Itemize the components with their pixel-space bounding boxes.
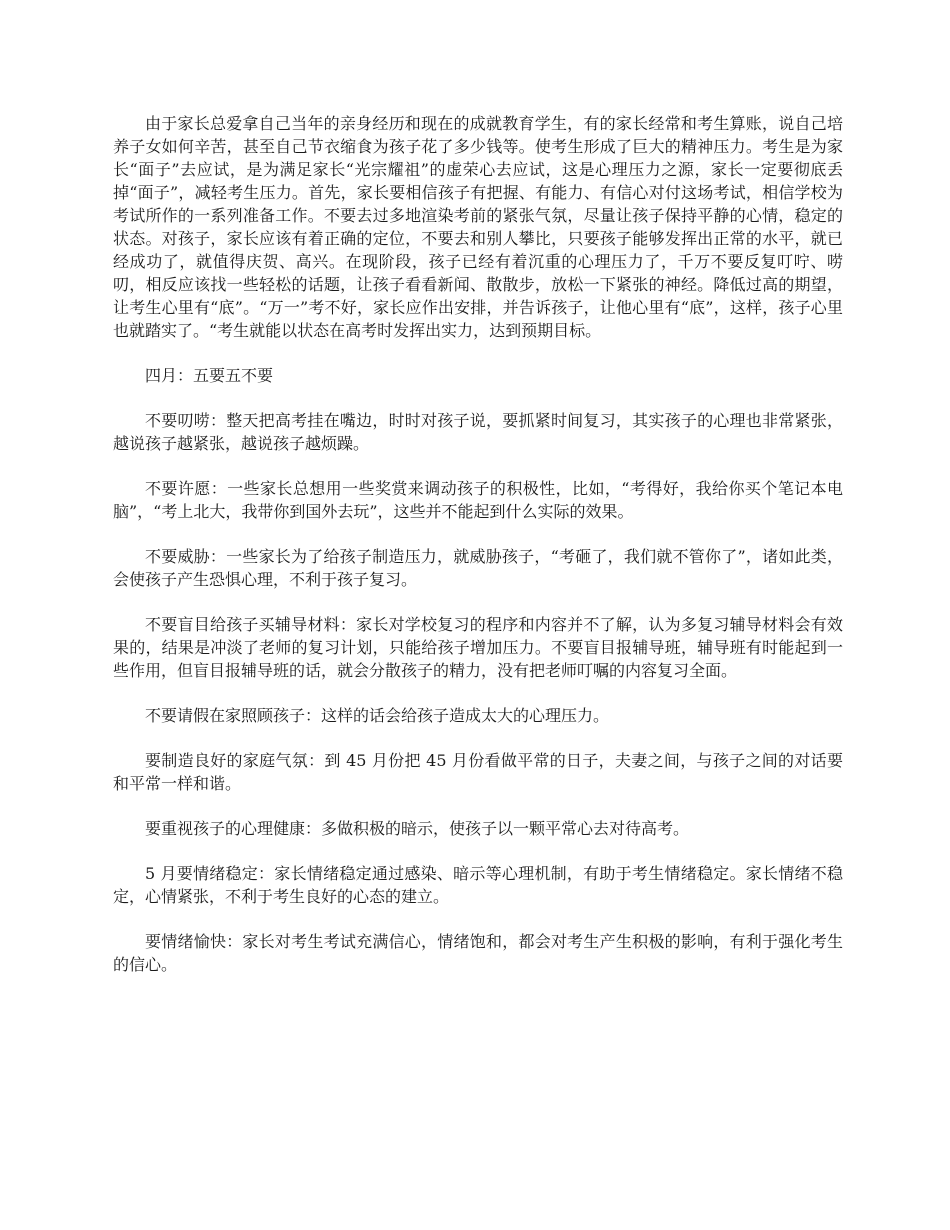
list-item-paragraph: 5 月要情绪稳定：家长情绪稳定通过感染、暗示等心理机制，有助于考生情绪稳定。家长情绪不稳定，心情紧张，不利于考生良好的心态的建立。: [113, 864, 843, 906]
intro-paragraph: 由于家长总爱拿自己当年的亲身经历和现在的成就教育学生，有的家长经常和考生算账，说自己培养子女如何辛苦，甚至自己节衣缩食为孩子花了多少钱等。使考生形成了巨大的精神压力。考生是为家长“面子”去应试，是为满足家长“光宗耀祖”的虚荣心去应试，这是心理压力之源，家长一定要彻底丢掉“面子”，减轻考生压力。首先，家长要相信孩子有把握、有能力、有信心对付这场考试，相信学校为考试所作的一系列准备工作。不要去过多地渲染考前的紧张气氛，尽量让孩子保持平静的心情，稳定的状态。对孩子，家长应该有着正确的定位，不要去和别人攀比，只要孩子能够发挥出正常的水平，就已经成功了，就值得庆贺、高兴。在现阶段，孩子已经有着沉重的心理压力了，千万不要反复叮咛、唠叨，相反应该找一些轻松的话题，让孩子看看新闻、散散步，放松一下紧张的神经。降低过高的期望，让考生心里有“底”。“万一”考不好，家长应作出安排，并告诉孩子，让他心里有“底”，这样，孩子心里也就踏实了。“考生就能以状态在高考时发挥出实力，达到预期目标。: [113, 114, 843, 340]
list-item-paragraph: 不要请假在家照顾孩子：这样的话会给孩子造成太大的心理压力。: [145, 706, 610, 725]
list-item-paragraph: 要情绪愉快：家长对考生考试充满信心，情绪饱和，都会对考生产生积极的影响，有利于强化考生的信心。: [113, 932, 843, 974]
list-item-paragraph: 要制造良好的家庭气氛：到 45 月份把 45 月份看做平常的日子，夫妻之间，与孩子之间的对话要和平常一样和谐。: [113, 751, 843, 793]
list-item-paragraph: 不要盲目给孩子买辅导材料：家长对学校复习的程序和内容并不了解，认为多复习辅导材料会有效果的，结果是冲淡了老师的复习计划，只能给孩子增加压力。不要盲目报辅导班，辅导班有时能起到一些作用，但盲目报辅导班的话，就会分散孩子的精力，没有把老师叮嘱的内容复习全面。: [113, 615, 843, 680]
list-item-paragraph: 不要叨唠：整天把高考挂在嘴边，时时对孩子说，要抓紧时间复习，其实孩子的心理也非常紧张，越说孩子越紧张，越说孩子越烦躁。: [113, 411, 843, 453]
list-item-paragraph: 不要威胁：一些家长为了给孩子制造压力，就威胁孩子，“考砸了，我们就不管你了”，诸如此类，会使孩子产生恐惧心理，不利于孩子复习。: [113, 547, 843, 589]
document-page: [113, 112, 843, 998]
section-heading: 四月：五要五不要: [145, 366, 274, 385]
list-item-paragraph: 不要许愿：一些家长总想用一些奖赏来调动孩子的积极性，比如，“考得好，我给你买个笔记本电脑”，“考上北大，我带你到国外去玩”，这些并不能起到什么实际的效果。: [113, 479, 843, 521]
list-item-paragraph: 要重视孩子的心理健康：多做积极的暗示，使孩子以一颗平常心去对待高考。: [145, 819, 690, 838]
